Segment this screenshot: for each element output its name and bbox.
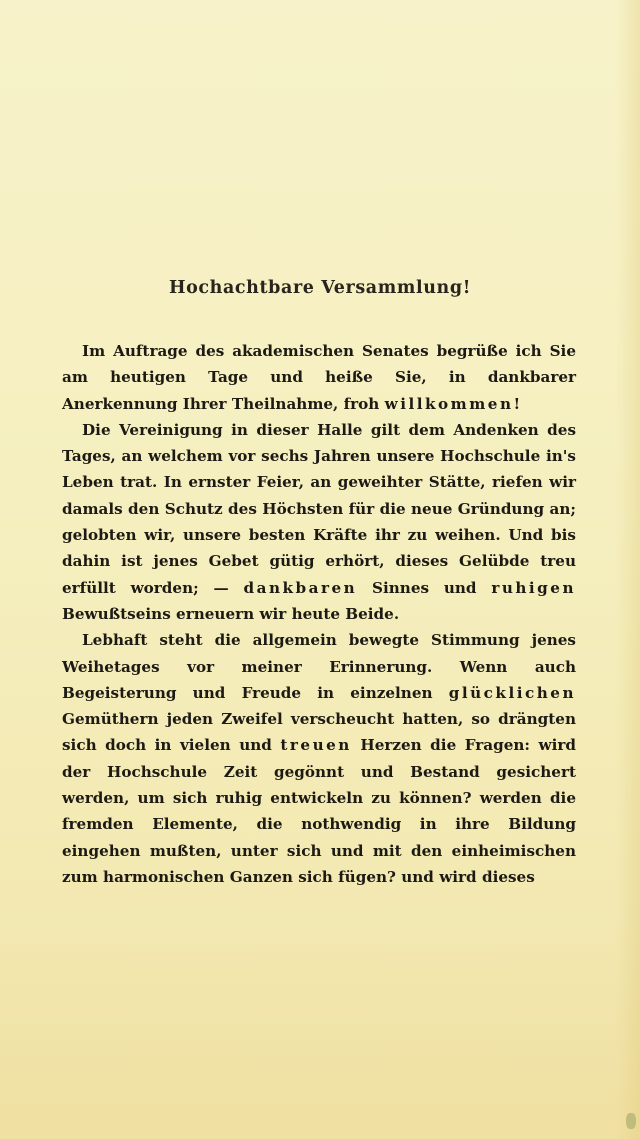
spaced-word: dankbaren: [243, 578, 358, 597]
text-run: Die Vereinigung in dieser Halle gilt dem Andenken des Tages, an welchem vor sechs Jahren unsere Hochschule in's Leben trat. In ernster Feier, an geweihter Stätte, riefen wir damals den Schutz des Höchsten für die neue Gründung an; gelobten wir, unsere besten Kräfte ihr zu weihen. Und bis dahin ist jenes Gebet gütig erhört, dieses Gelübde treu erfüllt worden; —: [62, 420, 576, 597]
spaced-word: ruhigen: [491, 578, 576, 597]
text-run: !: [513, 394, 521, 413]
text-run: Herzen die Fragen: wird der Hochschule Zeit gegönnt und Bestand gesichert werden, um sich ruhig entwickeln zu können? werden die fremden Elemente, die nothwendig in ihre Bildung eingehen mußten, unter sich und mit den einheimischen zum harmonischen Ganzen sich fügen? und wird dieses: [62, 736, 576, 886]
paragraph-1: [62, 338, 576, 417]
page-edge: [616, 0, 640, 1139]
spaced-word: treuen: [280, 736, 352, 755]
text-run: Bewußtseins erneuern wir heute Beide.: [62, 604, 400, 623]
text-run: Gemüthern jeden Zweifel verscheucht hatten, so drängten sich doch in vielen und: [62, 710, 576, 755]
page-heading: Hochachtbare Versammlung!: [169, 278, 471, 298]
paragraph-3: [62, 627, 576, 890]
text-run: Im Auftrage des akademischen Senates begrüße ich Sie am heutigen Tage und heiße Sie, in dankbarer Anerkennung Ihrer Theilnahme, froh: [62, 342, 576, 413]
text-run: Lebhaft steht die allgemein bewegte Stimmung jenes Weihetages vor meiner Erinnerung. Wenn auch Begeisterung und Freude in einzelnen: [62, 631, 576, 702]
paragraph-2: [62, 417, 576, 627]
spaced-word: willkommen: [384, 394, 514, 413]
paper-stain: [626, 1113, 636, 1129]
text-run: Sinnes und: [357, 578, 492, 597]
page-shading: [0, 919, 640, 1139]
spaced-word: glücklichen: [448, 683, 576, 702]
body-text: [62, 338, 576, 890]
